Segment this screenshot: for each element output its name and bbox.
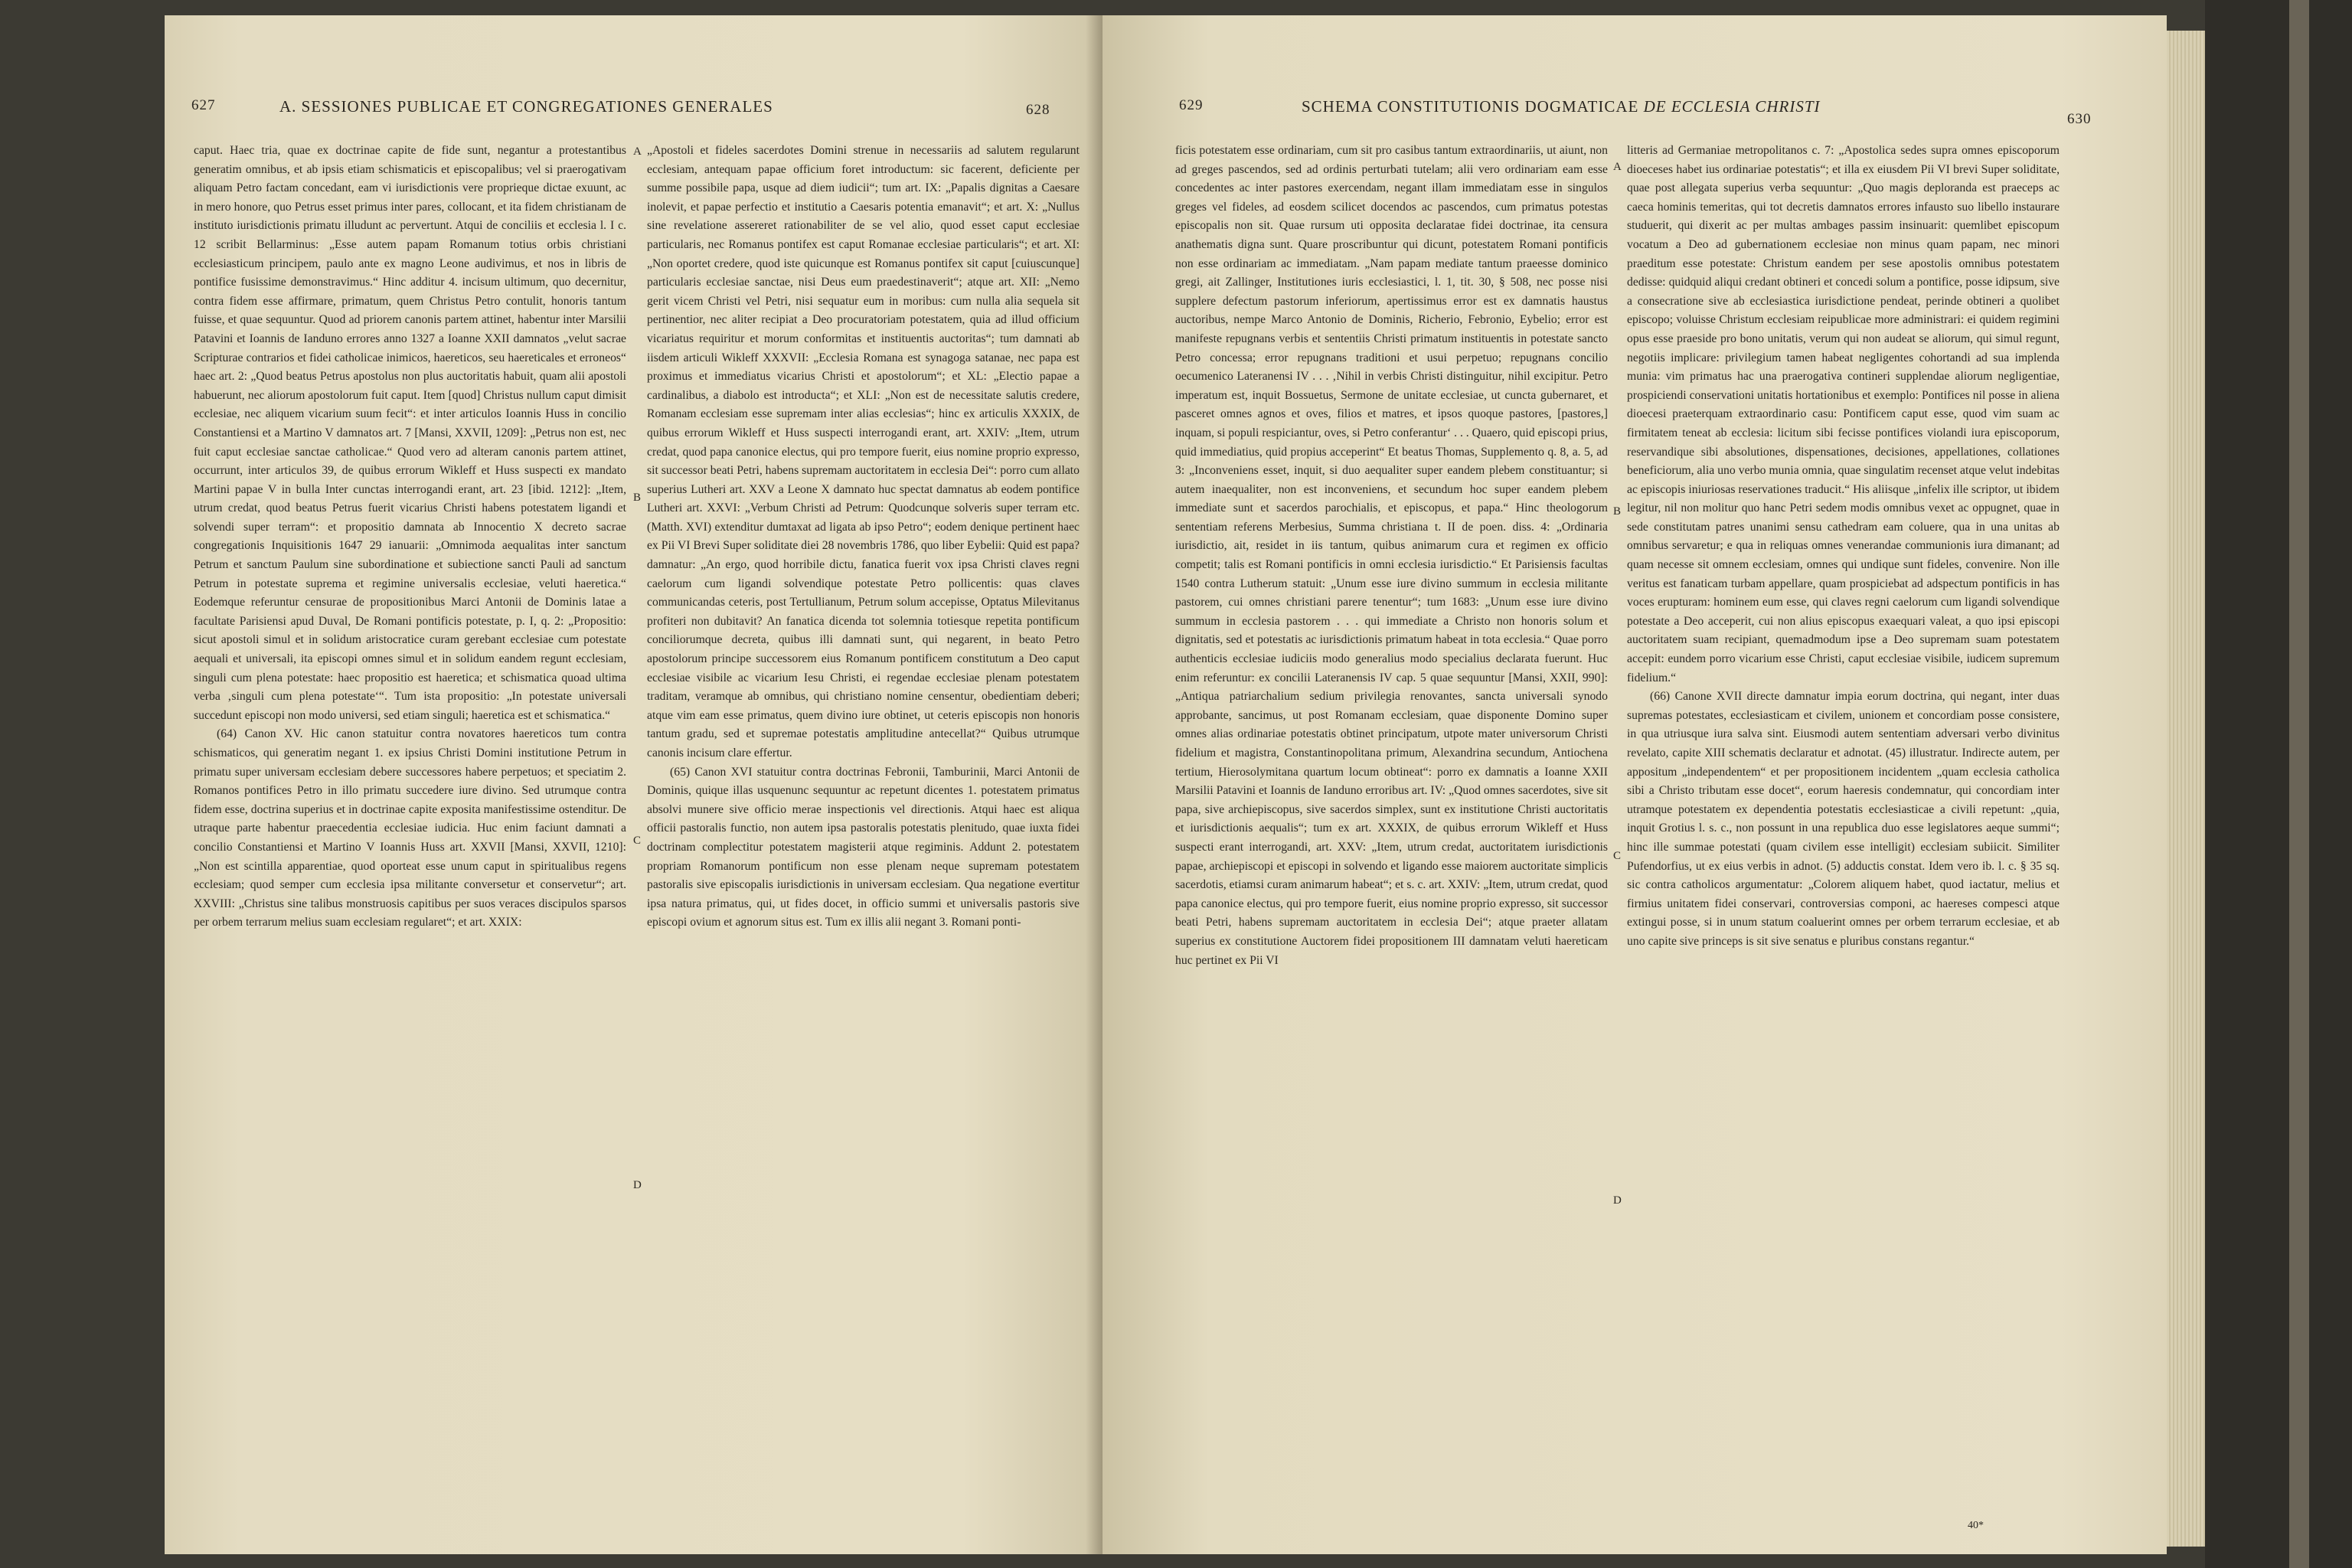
margin-letter-c-left: C — [633, 835, 642, 847]
right-column-1 — [1175, 142, 1608, 970]
right-column-2 — [1627, 142, 2060, 952]
page-number-628: 628 — [1026, 102, 1050, 118]
signature-mark: 40* — [1968, 1520, 1984, 1531]
page-number-627: 627 — [191, 97, 216, 113]
right-running-head-italic: DE ECCLESIA CHRISTI — [1643, 97, 1821, 116]
book-clamp-bar — [2289, 0, 2309, 1568]
margin-letter-a-left: A — [633, 145, 642, 158]
left-running-header — [165, 80, 1102, 118]
page-number-629: 629 — [1179, 97, 1204, 113]
right-page — [1102, 15, 2167, 1554]
margin-letter-d-left: D — [633, 1179, 642, 1191]
right-running-header — [1102, 80, 2167, 127]
margin-letter-b-left: B — [633, 492, 642, 504]
left-col2-text: „Apostoli et fideles sacerdotes Domini strenue in necessariis ad salutem regularunt ecclesiam, antequam papae officium foret introductum: sic facerent, deficiente per summe possibile papa, usque ad diem iudicii“; tum art. IX: „Papalis dignitas a Caesare inolevit, et papae perfectio et institutio a Caesaris potentia emanavit“; et art. X: „Nullus sine revelatione assereret rationabiliter de se vel alio, quod esset caput ecclesiae particularis, nec Romanus pontifex est caput Romanae ecclesiae particularis“; et art. XI: „Non oportet credere, quod iste quicunque est Romanus pontifex sit caput [cuiuscunque] particularis ecclesiae sanctae, nisi Deus eum praedestinaverit“; atque art. XII: „Nemo gerit vicem Christi vel Petri, nisi sequatur eum in moribus: cum nulla alia sequela sit pertinentior, nec aliter recipiat a Deo procuratoriam potestatem, quia ad illud officium vicariatus requiritur et morum conformitas et instituentis auctoritas“; tum damnati ab iisdem articuli Wikleff XXXVII: „Ecclesia Romana est synagoga satanae, nec papa est proximus et immediatus vicarius Christi et apostolorum“; et XL: „Electio papae a cardinalibus, a diabolo est introducta“; et XLI: „Non est de necessitate salutis credere, Romanam ecclesiam esse supremam inter alias ecclesias“; hinc ex articulis XXXIX, de quibus errorum Wikleff et Huss suspecti interrogandi erant, art. XXIV: „Item, utrum credat, quod papa canonice electus, qui pro tempore fuerit, eius nomine proprio expresso, sit successor beati Petri, habens supremam auctoritatem in ecclesia Dei“: porro cum allato superius Lutheri art. XXV a Leone X damnato huc spectat damnatus ab eodem pontifice Lutheri art. XXVI: „Verbum Christi ad Petrum: Quodcunque solveris super terram etc. (Matth. XVI) extenditur dumtaxat ad ligata ab ipso Petro“; eodem denique pertinent haec ex Pii VI Brevi Super soliditate diei 28 novembris 1786, quo liber Eybelii: Quid est papa? damnatur: „An ergo, quod horribile dictu, fanatica fuerit vox ipsa Christi claves regni caelorum cum ligandi solvendique potestate Petro pollicentis: quas claves communicandas ceteris, post Tertullianum, Petrum solum accepisse, Optatus Milevitanus profiteri non dubitavit? An fanatica dicenda tot solemnia totiesque repetita pontificum conciliorumque decreta, quibus illi damnati sunt, qui negarent, in beato Petro apostolorum principe successorem eius Romanum pontificem constitutum a Deo caput ecclesiae visibile ac vicarium Iesu Christi, ei regendae ecclesiae plenam potestatem traditam, veramque ab omnibus, qui christiano nomine censentur, obedientiam deberi; atque vim eam esse primatus, quem divino iure obtinet, ut ceteris episcopis non honoris tantum gradu, sed et supremae potestatis amplitudine antecellat?“ Quibus utrumque canonis incisum clare effertur. — [647, 144, 1080, 760]
margin-letter-b-right: B — [1613, 505, 1622, 518]
margin-letter-c-right: C — [1613, 850, 1622, 862]
margin-letter-d-right: D — [1613, 1194, 1622, 1207]
page-edges — [2167, 31, 2205, 1547]
left-running-head: A. SESSIONES PUBLICAE ET CONGREGATIONES GENERALES — [279, 97, 773, 116]
right-col2-text: litteris ad Germaniae metropolitanos c. 7: „Apostolica sedes supra omnes episcoporum dioeceses habet ius ordinariae potestatis“; et illa ex eiusdem Pii VI brevi Super soliditate, quae post allegata superius verba sequuntur: „Quo magis deploranda est praeceps ac caeca hominis temeritas, qui tot decretis damnatos errores infausto suo libello instaurare studuerit, qui dixerit ac per multas ambages passim insinuarit: quemlibet episcopum vocatum a Deo ad gubernationem ecclesiae non minus quam papam, nec minori praeditum esse potestate: Christum eandem per sese apostolis omnibus potestatem dedisse: quidquid aliqui credant obtineri et concedi solum a pontifice, posse idipsum, sive a consecratione sive ab ecclesiastica iurisdictione pendeat, perinde obtineri a quolibet episcopo; voluisse Christum ecclesiam reipublicae more administrari: ei quidem regimini opus esse praeside pro bono unitatis, verum qui non audeat se aliorum, qui simul regunt, negotiis implicare: privilegium tamen habeat negligentes cohortandi ad sua implenda munia: vim primatus hac una praerogativa contineri supplendae aliorum negligentiae, prospiciendi conservationi unitatis hortationibus et exemplo: Pontifices nil posse in aliena dioecesi praeterquam extraordinario casu: Pontificem caput esse, quod vim suam ac firmitatem teneat ab ecclesia: licitum sibi fecisse pontifices violandi iura episcoporum, reservandique sibi absolutiones, dispensationes, decisiones, appellationes, collationes beneficiorum, alia uno verbo munia omnia, quae singulatim recenset atque velut indebitas ac episcopis iniuriosas reservationes traducit.“ His aliisque „infelix ille scriptor, ut ibidem legitur, nil non molitur quo hanc Petri sedem modis omnibus vexet ac oppugnet, quae in sede constitutam patres unanimi sensu cathedram eam coluere, qua in una unitas ab omnibus servaretur; e qua in reliquas omnes venerandae communionis iura dimanant; ad quam necesse sit omnem ecclesiam, omnes qui undique sunt fideles, convenire. Non ille veritus est fanaticam turbam appellare, quam prospiciebat ad adspectum pontificis in has voces erupturam: hominem eum esse, qui claves regni caelorum cum ligandi solvendique potestate a Deo acceperit, cui non alius episcopus exaequari valeat, a quo ipsi episcopi auctoritatem suam recipiant, quemadmodum ipse a Deo supremam suam potestatem accepit: eundem porro vicarium esse Christi, caput ecclesiae visibile, iudicem supremum fidelium.“ — [1627, 144, 2060, 684]
right-running-head — [1302, 97, 1821, 116]
page-number-630: 630 — [2067, 111, 2092, 127]
book-clamp — [2205, 0, 2352, 1568]
right-col1-text: ficis potestatem esse ordinariam, cum sit pro casibus tantum extraordinariis, ut aiunt, non ad greges pascendos, sed ad ordinis perturbati tutelam; alii vero ordinariam eam esse concedentes ac inter pastores exercendam, negant illam immediatam esse in singulos greges vel fideles, ad eosdem scilicet docendos ac pascendos, cum primatus potestas episcopalis non sit. Quae rursum uti opposita declaratae fidei doctrinae, ita censura anathematis digna sunt. Quare proscribuntur qui dicunt, potestatem Romani pontificis non esse ordinariam ac immediatam. „Nam papam mediate tantum praeesse dominico gregi, ait Zallinger, Institutiones iuris ecclesiastici, l. 1, tit. 30, § 508, nec posse nisi supplere defectum pastorum inferiorum, apertissimus error est ex damnatis haustus auctoribus, nempe Marco Antonio de Dominis, Richerio, Febronio, Eybelio; error est manifeste repugnans verbis et sententiis Christi primatum instituentis in potestate sancto Petro concessa; error repugnans traditioni et usui perpetuo; repugnans concilio oecumenico Lateranensi IV . . . ‚Nihil in verbis Christi distinguitur, nihil excipitur. Petro imperatum est, inquit Bossuetus, Sermone de unitate ecclesiae, ut cuncta gubernaret, et pasceret omnes agnos et oves, filios et matres, et ipsos quoque pastores, [pastores,] inquam, si populi respiciantur, oves, si Petro conferantur‘ . . . Quaero, quid episcopi prius, quid immediatius, quid propius acceperint“ Et beatus Thomas, Supplemento q. 8, a. 5, ad 3: „Inconveniens esset, inquit, si duo aequaliter super eandem plebem constituantur; si autem inaequaliter, non est inconveniens, et secundum hoc super eandem plebem immediate sunt et sacerdos parochialis, et episcopus, et papa.“ Hinc theologorum sententiam referens Merbesius, Summa christiana t. II de poen. diss. 4: „Ordinaria iurisdictio, ait, residet in iis tantum, quibus animarum cura et regimen ex officio competit; talis est Romani pontificis in omni ecclesia iurisdictio.“ Et Parisiensis facultas 1540 contra Lutherum statuit: „Unum esse iure divino summum in ecclesia militante pastorem, cui omnes christiani parere tenentur“; tum 1683: „Unum esse iure divino summum in ecclesia pastorem . . . qui immediate a Christo non honoris solum et dignitatis, sed et potestatis ac iurisdictionis primatum habeat in tota ecclesia.“ Quae porro authenticis ecclesiae iudiciis modo generalius modo specialius declarata fuerunt. Huc enim referuntur: ex concilii Lateranensis IV cap. 5 quae sequuntur [Mansi, XXII, 990]: „Antiqua patriarchalium sedium privilegia renovantes, sancta universali synodo approbante, sancimus, ut post Romanam ecclesiam, quae disponente Domino super omnes alias ordinariae potestatis obtinet principatum, utpote mater universorum Christi fidelium et magistra, Constantinopolitana primum, Alexandrina secundum, Antiochena tertium, Hierosolymitana quartum locum obtineat“: porro ex damnatis a Ioanne XXII Marsilii Patavini et Ioannis de Ianduno erroribus art. IV: „Quod omnes sacerdotes, sive sit papa, sive archiepiscopus, sive sacerdos simplex, sunt ex institutione Christi auctoritatis et iurisdictionis aequalis“; tum ex art. XXXIX, de quibus errorum Wikleff et Huss suspecti erant interrogandi, art. XXV: „Item, utrum credat, auctoritatem iurisdictionis papae, archiepiscopi et episcopi in solvendo et ligando esse maiorem auctoritate simplicis sacerdotis, etiamsi curam animarum habeat“; et s. c. art. XXIV: „Item, utrum credat, quod papa canonice electus, qui pro tempore fuerit, eius nomine proprio expresso, sit successor beati Petri, habens supremam auctoritatem in ecclesia Dei“; atque praeter allatam superius ex constitutione Auctorem fidei propositionem III damnatam veluti haereticam huc pertinet ex Pii VI — [1175, 144, 1608, 967]
left-column-1 — [194, 142, 626, 933]
right-running-head-main: SCHEMA CONSTITUTIONIS DOGMATICAE — [1302, 97, 1639, 116]
left-col1-note-64: (64) Canon XV. Hic canon statuitur contra novatores haereticos tum contra schismaticos, qui generatim negant 1. ex ipsius Christi Domini institutione Petrum in primatu super universam ecclesiam debere successores habere perpetuos; et speciatim 2. Romanos pontifices Petro in illo primatu succedere iure divino. Sed utrumque contra fidem esse, doctrina superius et in doctrinae capite exposita manifestissime ostenditur. De utraque parte habentur praecedentia ecclesiae iudicia. Huc enim faciunt damnati a concilio Constantiensi et Martino V Ioannis Huss art. XXVII [Mansi, XXVII, 1210]: „Non est scintilla apparentiae, quod oporteat esse unum caput in spiritualibus regens ecclesiam; quod semper cum ecclesia ipsa militante conversetur et conservetur“; art. XXVIII: „Christus sine talibus monstruosis capitibus per suos veraces discipulos sparsos per orbem terrarum melius suam ecclesiam regularet“; et art. XXIX: — [194, 727, 626, 929]
left-col2-note-65: (65) Canon XVI statuitur contra doctrinas Febronii, Tamburinii, Marci Antonii de Dominis, quique illas usquenunc sequuntur ac repetunt dicentes 1. potestatem primatus absolvi munere sive officio merae inspectionis vel directionis. Atqui haec est aliqua officii pastoralis functio, non autem ipsa pastoralis potestatis plenitudo, quae iuxta fidei doctrinam complectitur potestatem magisterii atque regiminis. Addunt 2. potestatem propriam Romanorum pontificum non esse plenam neque supremam potestatem pastoralis sive episcopalis iurisdictionis in universam ecclesiam. Qua negatione evertitur ipsa natura primatus, qui, ut fides docet, in officio summi et universalis pastoris sive episcopi ovium et agnorum situs est. Tum ex illis alii negant 3. Romani ponti- — [647, 765, 1080, 929]
left-column-2 — [647, 142, 1080, 933]
left-col1-text: caput. Haec tria, quae ex doctrinae capite de fide sunt, negantur a protestantibus generatim omnibus, et ab ipsis etiam schismaticis et episcopalibus; vel si praerogativam aliquam Petro factam concedant, eam vi iurisdictionis vere proprieque dictae exuunt, ac in mero honore, quo Petrus esset primus inter pares, collocant, et ita fidem christianam de instituto iurisdictionis primatu illudunt ac pervertunt. Atqui de conciliis et ecclesia l. I c. 12 scribit Bellarminus: „Esse autem papam Romanum totius orbis christiani ecclesiasticum principem, paulo ante ex magno Leone audivimus, et nos in libris de pontifice fusissime demonstravimus.“ Hinc additur 4. incisum ultimum, quo decernitur, contra fidem esse affirmare, primatum, quem Christus Petro contulit, honoris tantum fuisse, et quae sequuntur. Quod ad priorem canonis partem attinet, habentur inter Marsilii Patavini et Ioannis de Ianduno errores anno 1327 a Ioanne XXII damnatos „velut sacrae Scripturae contrarios et fidei catholicae inimicos, haereticos, seu haereticales et erroneos“ haec art. 2: „Quod beatus Petrus apostolus non plus auctoritatis habuit, quam alii apostoli habuerunt, nec aliorum apostolorum fuit caput. Item [quod] Christus nullum caput dimisit ecclesiae, nec aliquem vicarium suum fecit“: et inter articulos Ioannis Huss in concilio Constantiensi et a Martino V damnatos art. 7 [Mansi, XXVII, 1209]: „Petrus non est, nec fuit caput ecclesiae sanctae catholicae.“ Quod vero ad alteram canonis partem attinet, occurrunt, inter articulos 39, de quibus errorum Wikleff et Huss suspecti ex mandato Martini papae V in bulla Inter cunctas interrogandi erant, art. 23 [ibid. 1212]: „Item, utrum credat, quod beatus Petrus fuerit vicarius Christi habens potestatem ligandi et solvendi super terram“: et propositio damnata ab Innocentio X decreto sacrae congregationis Inquisitionis 1647 29 ianuarii: „Omnimoda aequalitas inter sanctum Petrum et sanctum Paulum sine subordinatione et subiectione sancti Pauli ad sanctum Petrum in potestate suprema et regimine universalis ecclesiae, veluti haeretica.“ Eodemque referuntur censurae de propositionibus Marci Antonii de Dominis latae a facultate Parisiensi apud Duval, De Romani pontificis potestate, p. I, q. 2: „Propositio: sicut apostoli simul et in solidum aristocratice curam gerebant ecclesiae cum potestate aequali et universali, ita episcopi omnes simul et in solidum eandem regunt ecclesiam, singuli cum plena potestate: haec propositio est haeretica; et schismatica quoad ultima verba ‚singuli cum plena potestate‘“. Tum ista propositio: „In potestate universali succedunt episcopi non modo universi, sed etiam singuli; haeretica est et schismatica.“ — [194, 144, 626, 722]
left-page — [165, 15, 1102, 1554]
margin-letter-a-right: A — [1613, 161, 1622, 173]
right-col2-note-66: (66) Canone XVII directe damnatur impia eorum doctrina, qui negant, inter duas supremas potestates, ecclesiasticam et civilem, unionem et concordiam posse consistere, in qua utriusque iura salva sint. Eiusmodi autem sententiam adversari verbo divinitus revelato, capite XIII schematis declaratur et adnotat. (45) illustratur. Indirecte autem, per appositum „independentem“ et per propositionem incidentem „quam ecclesia catholica sibi a Christo tributam esse docet“, eorum haeresis condemnatur, qui concordiam inter utramque potestatem ex dependentia potestatis ecclesiasticae a civili repetunt: „quia, inquit Grotius l. s. c., non possunt in una republica duo esse legislatores aeque summi“; hinc ille summae potestati (quam civilem esse intelligit) ecclesiam subiicit. Similiter Pufendorfius, ut ex eius verbis in adnot. (5) adductis constat. Idem vero ib. l. c. § 35 sq. sic contra catholicos argumentatur: „Colorem aliquem habet, quod iactatur, melius et firmius unitatem fidei conservari, controversias componi, ac haereses compesci atque extingui posse, si in unum statum coaluerint omnes per orbem terrarum ecclesiae, et ab uno capite sive princeps is sit sive senatus e pluribus constans regantur.“ — [1627, 690, 2060, 948]
